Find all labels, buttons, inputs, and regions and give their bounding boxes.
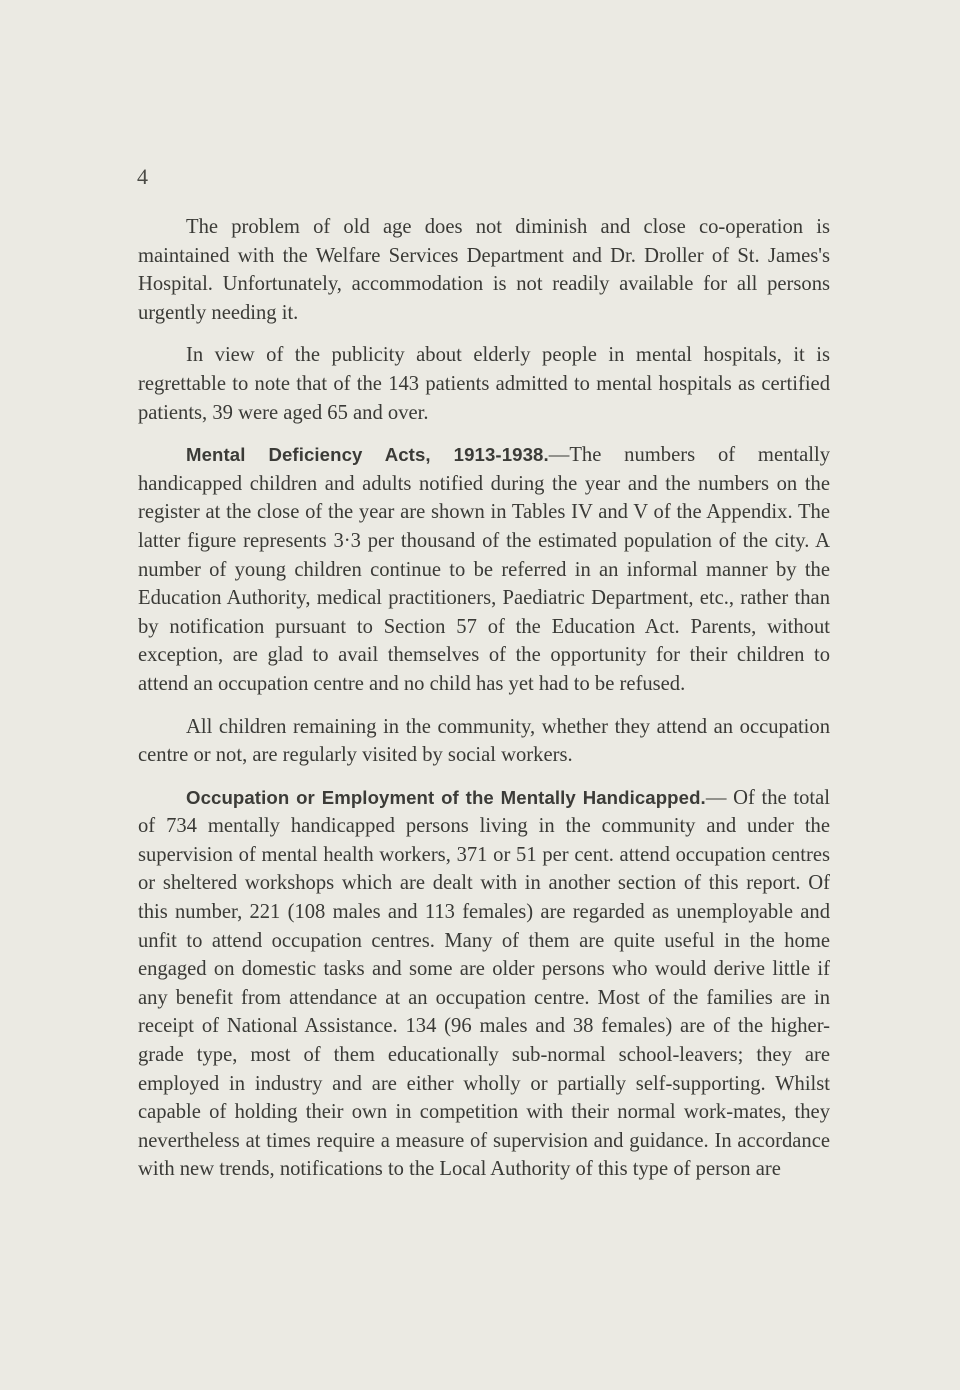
section-heading-occupation-employment: Occupation or Employment of the Mentally Handicapped. <box>186 786 706 808</box>
paragraph-occupation-employment-body: — Of the total of 734 mentally handicapped persons living in the community and under the supervision of mental health workers, 371 or 51 per cent. attend occupation centres or sheltered workshops which are dealt with in another section of this report. Of this number, 221 (108 males and 113 females) are regarded as unemployable and unfit to attend occupation centres. Many of them are quite useful in the home engaged on domestic tasks and some are older persons who would derive little if any benefit from attendance at an occupation centre. Most of the families are in receipt of National Assistance. 134 (96 males and 38 females) are of the higher-grade type, most of them educationally sub-normal school-leavers; they are employed in industry and are either wholly or partially self-supporting. Whilst capable of holding their own in competition with their normal work-mates, they nevertheless at times require a measure of supervision and guidance. In accordance with new trends, notifications to the Local Authority of this type of person are <box>138 786 830 1181</box>
paragraph-mental-deficiency-acts-body: —The numbers of mentally handicapped children and adults notified during the year and the numbers on the register at the close of the year are shown in Tables IV and V of the Appendix. The latter figure represents 3·3 per thousand of the estimated population of the city. A number of young children continue to be referred in an informal manner by the Education Authority, medical practitioners, Paediatric Department, etc., rather than by notification pursuant to Section 57 of the Education Act. Parents, without exception, are glad to avail themselves of the opportunity for their children to attend an occupation centre and no child has yet had to be refused. <box>138 444 830 695</box>
paragraph-mental-hospitals: In view of the publicity about elderly people in mental hospitals, it is regrettable to note that of the 143 patients admitted to mental hospitals as certified patients, 39 were aged 65 and over. <box>138 344 830 424</box>
section-heading-mental-deficiency-acts: Mental Deficiency Acts, 1913-1938. <box>186 444 549 466</box>
paragraph-old-age: The problem of old age does not diminish and close co-operation is maintained with the Welfare Services Department and Dr. Droller of St. James's Hospital. Unfortunately, accommodation is not readily available for all persons urgently needing it. <box>138 216 830 324</box>
paragraph-occupation-employment <box>138 784 830 1184</box>
body-text <box>138 213 830 1184</box>
page-number: 4 <box>137 164 148 189</box>
paragraph-mental-deficiency-acts <box>138 441 830 698</box>
paragraph-children-community: All children remaining in the community, whether they attend an occupation centre or not, are regularly visited by social workers. <box>138 715 830 767</box>
